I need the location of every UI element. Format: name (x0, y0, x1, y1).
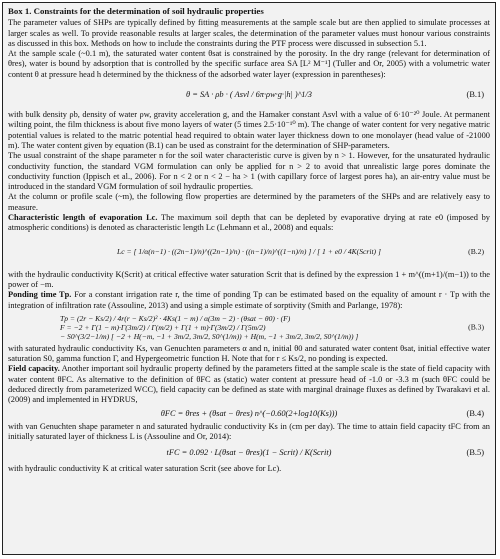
closing-paragraph: with hydraulic conductivity K at critical water saturation Scrit (see above for Lc). (8, 464, 282, 474)
characteristic-length-heading: Characteristic length of evaporation Lc. (8, 213, 158, 223)
equation-b4-text: θFC = θres + (θsat − θres) n^(−0.60(2+log10(Ks))) (160, 408, 338, 418)
equation-b5-text: tFC = 0.092 · L(θsat − θres)(1 − Scrit) / K(Scrit) (166, 448, 332, 458)
intro-paragraph: The parameter values of SHPs are typically defined by fitting measurements at the sample scale but are then applied to simulate processes at larger scales as well. To provide reasonable results at larger scales, the determination of the parameter values must honour various constraints as discussed in this box. Methods on how to include the constraints during the PTF process were discussed in subsection 5.1. (8, 18, 490, 48)
field-capacity-heading: Field capacity. (8, 364, 60, 374)
equation-b2 (8, 235, 490, 269)
bulk-density-paragraph: with bulk density ρb, density of water ρw, gravity acceleration g, and the Hamaker constant Asvl with a value of 6·10⁻²⁰ Joule. At permanent wilting point, the film thickness is about five mono layers of water (5 times 2.5·10⁻¹⁰ m). The change of water content for very negative matric potential values is related to the matric potential head required to obtain water layer thickness down to one monolayer (head value of -21000 m). The water content given by equation (B.1) can be used as constraint for the determination of SHP-parameters. (8, 110, 490, 150)
equation-b1 (8, 81, 490, 109)
equation-b4-number: (B.4) (466, 408, 484, 418)
shape-parameter-paragraph: The usual constraint of the shape parameter n for the soil water characteristic curve is given by n > 1. However, for the unsaturated hydraulic conductivity function, the standard VGM formulation can only be applied for n > 2 to avoid that unrealistic large pores dominate the conductivity function (Ippisch et al., 2006). For n < 2 or n < 2 − ha > 1 (with capillary force of largest pores ha), an air-entry value must be introduced in the standard VGM formulation of soil hydraulic properties. (8, 151, 490, 192)
equation-b5-number: (B.5) (466, 448, 484, 458)
drainage-time-paragraph: with van Genuchten shape parameter n and saturated hydraulic conductivity Ks in (cm per day). The time to attain field capacity tFC from an initially saturated layer of thickness L is (Assouline and Or, 2014): (8, 421, 490, 441)
equation-b3-line1: Tp = (2r − Ks/2) / 4r(r − Ks/2)² · 4Ks(1 − m) / α(3m − 2) · (θsat − θ0) · (F) (60, 313, 291, 323)
constraints-box (2, 2, 496, 555)
equation-b2-text: Lc = [ 1/α(n−1) · ((2n−1)/n)^((2n−1)/n) · ((n−1)/n)^((1−n)/n) ] / [ 1 + e0 / 4K(Scrit) ] (117, 246, 381, 256)
equation-b3-line2: F = −2 + Γ(1 − m)·Γ(3m/2) / Γ(m/2) + Γ(1 + m)·Γ(3m/2) / Γ(5m/2) (60, 322, 266, 332)
column-scale-paragraph: At the column or profile scale (~m), the following flow properties are determined by the parameters of the SHPs and are relatively easy to measure. (8, 192, 490, 212)
ponding-time-paragraph (8, 290, 490, 311)
equation-b4 (8, 407, 490, 421)
equation-b3 (8, 312, 490, 343)
equation-b1-number: (B.1) (466, 90, 484, 100)
characteristic-length-text: The maximum soil depth that can be depleted by evaporative drying at rate e0 (imposed by atmospheric conditions) is denoted as characteristic length Lc (Lehmann et al., 2008) and equals: (8, 213, 490, 233)
field-capacity-paragraph (8, 364, 490, 405)
equation-b1-text: θ = SA · ρb · ( Asvl / 6π·ρw·g·|h| )^1/3 (186, 90, 312, 100)
critical-saturation-paragraph: with the hydraulic conductivity K(Scrit) at critical effective water saturation Scrit that is defined by the expression 1 + m^((m+1)/(m−1)) to the power of −m. (8, 269, 490, 289)
ponding-time-heading: Ponding time Tp. (8, 290, 72, 300)
characteristic-length-paragraph (8, 213, 490, 234)
sample-scale-paragraph: At the sample scale (~0.1 m), the saturated water content θsat is constrained by the porosity. In the dry range (relevant for determination of θres), water is bound by adsorption that is controlled by the specific surface area SA [L² M⁻¹] (Tuller and Or, 2005) with a volumetric water content θ at pressure head h determined by the thickness of the adsorbed water layer (expression in parentheses): (8, 49, 490, 79)
box-title: Box 1. Constraints for the determination of soil hydraulic properties (8, 6, 264, 16)
ponding-symbols-paragraph: with saturated hydraulic conductivity Ks, van Genuchten parameters α and n, initial θ0 and saturated water content θsat, initial effective water saturation S0, gamma function Γ, and Hypergeometric function H. Note that for r ≤ Ks/2, no ponding is expected. (8, 343, 490, 364)
equation-b3-line3: − S0^(3/2−1/m) [ −2 + H(−m, −1 + 3m/2, 3m/2, S0^(1/m)) + H(m, −1 + 3m/2, 3m/2, S0^(1/m)) ] (60, 331, 359, 341)
equation-b5 (8, 443, 490, 463)
field-capacity-text: Another important soil hydraulic property defined by the parameters fitted at the sample scale is the state of field capacity with water content θFC. As alternative to the definition of θFC as (static) water content at pressure head of -1.0 or -3.3 m (such θFC could be deduced directly from parameterized WCC), field capacity can be defined as state with marginal drainage fluxes as defined by Twarakavi et al. (2009) and implemented in HYDRUS, (8, 364, 490, 405)
equation-b2-number: (B.2) (468, 246, 484, 256)
ponding-time-text: For a constant irrigation rate r, the time of ponding Tp can be estimated based on the equality of amount r · Tp with the integration of infiltration rate (Assouline, 2013) and using a simple estimate of sorptivity (Smith and Parlange, 1978): (8, 290, 490, 310)
equation-b3-number: (B.3) (468, 322, 484, 332)
